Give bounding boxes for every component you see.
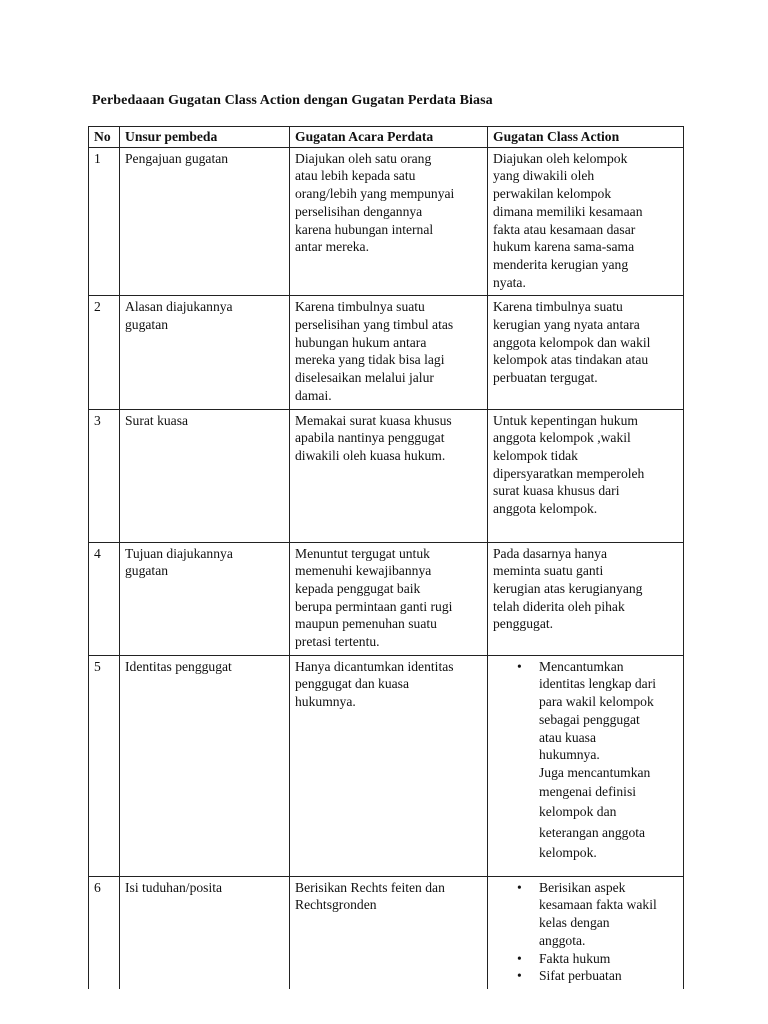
list-item: • Sifat perbuatan [517,968,622,984]
bullet-icon: • [517,879,522,895]
row-number: 6 [89,876,120,989]
unsur-cell: Alasan diajukannya gugatan [120,296,290,409]
unsur-cell: Pengajuan gugatan [120,147,290,296]
table-row [89,655,684,876]
unsur-cell: Identitas penggugat [120,655,290,876]
class-action-cell: Pada dasarnya hanya meminta suatu ganti kerugian atas kerugianyang telah diderita oleh pihak penggugat. [488,542,684,655]
unsur-cell: Tujuan diajukannya gugatan [120,542,290,655]
unsur-cell: Surat kuasa [120,409,290,542]
bullet-list [493,879,678,985]
comparison-table [88,126,684,989]
list-item: • Berisikan aspek kesamaan fakta wakil kelas dengan anggota. [517,879,657,948]
table-row [89,409,684,542]
header-no: No [89,127,120,148]
header-unsur: Unsur pembeda [120,127,290,148]
table-row [89,542,684,655]
table-header-row [89,127,684,148]
header-perdata: Gugatan Acara Perdata [290,127,488,148]
header-class-action: Gugatan Class Action [488,127,684,148]
perdata-cell: Karena timbulnya suatu perselisihan yang timbul atas hubungan hukum antara mereka yang tidak bisa lagi diselesaikan melalui jalur damai. [290,296,488,409]
perdata-cell: Menuntut tergugat untuk memenuhi kewajibannya kepada penggugat baik berupa permintaan ganti rugi maupun pemenuhan suatu pretasi tertentu. [290,542,488,655]
perdata-cell: Hanya dicantumkan identitas penggugat dan kuasa hukumnya. [290,655,488,876]
document-title: Perbedaaan Gugatan Class Action dengan Gugatan Perdata Biasa [92,93,493,108]
bullet-icon: • [517,950,522,966]
table-row [89,296,684,409]
table-row [89,876,684,989]
list-item: • Mencantumkan identitas lengkap dari para wakil kelompok sebagai penggugat atau kuasa hukumnya. [517,658,657,763]
list-item: • Fakta hukum [517,950,611,966]
class-action-cell [488,655,684,876]
bullet-icon: • [517,658,522,674]
row-number: 4 [89,542,120,655]
perdata-cell: Berisikan Rechts feiten dan Rechtsgronden [290,876,488,989]
bullet-icon: • [517,968,522,984]
class-action-cell: Untuk kepentingan hukum anggota kelompok ,wakil kelompok tidak dipersyaratkan memperoleh surat kuasa khusus dari anggota kelompok. [488,409,684,542]
perdata-cell: Memakai surat kuasa khusus apabila nantinya penggugat diwakili oleh kuasa hukum. [290,409,488,542]
perdata-cell: Diajukan oleh satu orang atau lebih kepada satu orang/lebih yang mempunyai perselisihan dengannya karena hubungan internal antar mereka. [290,147,488,296]
row-number: 3 [89,409,120,542]
row-number: 1 [89,147,120,296]
row-number: 2 [89,296,120,409]
continuation-text: Juga mencantumkan mengenai definisi kelompok dan keterangan anggota kelompok. [539,764,651,861]
bullet-list [493,658,678,764]
class-action-cell: Diajukan oleh kelompok yang diwakili oleh perwakilan kelompok dimana memiliki kesamaan fakta atau kesamaan dasar hukum karena sama-sama menderita kerugian yang nyata. [488,147,684,296]
row-number: 5 [89,655,120,876]
table-row [89,147,684,296]
class-action-cell: Karena timbulnya suatu kerugian yang nyata antara anggota kelompok dan wakil kelompok atas tindakan atau perbuatan tergugat. [488,296,684,409]
unsur-cell: Isi tuduhan/posita [120,876,290,989]
class-action-cell [488,876,684,989]
